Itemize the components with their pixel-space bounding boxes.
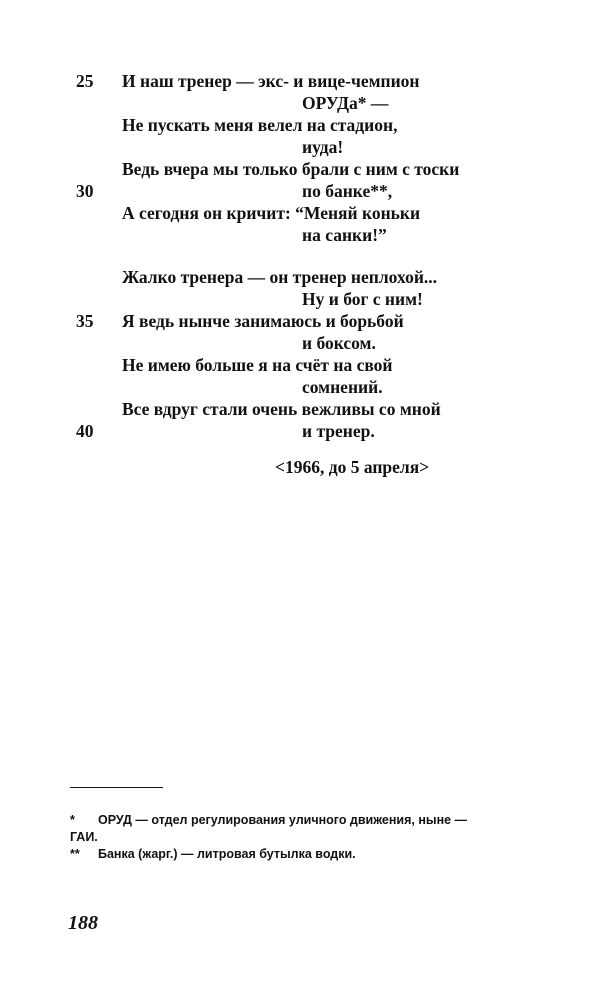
poem-line: иуда! bbox=[302, 137, 344, 157]
poem-line: по банке**, bbox=[302, 181, 393, 201]
footnote-separator bbox=[70, 787, 163, 788]
footnote-2 bbox=[70, 846, 356, 862]
footnote-1 bbox=[70, 812, 467, 828]
poem-line: Ведь вчера мы только брали с ним с тоски bbox=[122, 159, 460, 179]
footnote-mark: * bbox=[70, 813, 75, 827]
line-number: 40 bbox=[76, 421, 94, 441]
poem-date: <1966, до 5 апреля> bbox=[275, 457, 430, 477]
poem-line: Не пускать меня велел на стадион, bbox=[122, 115, 398, 135]
line-number: 30 bbox=[76, 181, 94, 201]
page-number: 188 bbox=[68, 912, 98, 934]
footnote-text: Банка (жарг.) — литровая бутылка водки. bbox=[98, 847, 356, 861]
poem-line: А сегодня он кричит: “Меняй коньки bbox=[122, 203, 421, 223]
line-number: 35 bbox=[76, 311, 94, 331]
poem-line: Все вдруг стали очень вежливы со мной bbox=[122, 399, 441, 419]
poem-line: сомнений. bbox=[302, 377, 383, 397]
footnote-1-continuation: ГАИ. bbox=[70, 830, 98, 844]
poem-line: Ну и бог с ним! bbox=[302, 289, 423, 309]
poem-line: ОРУДа* — bbox=[302, 93, 389, 113]
poem-line: и тренер. bbox=[302, 421, 375, 441]
poem-line: на санки!” bbox=[302, 225, 387, 245]
footnote-mark: ** bbox=[70, 847, 80, 861]
footnote-text: ОРУД — отдел регулирования уличного движения, ныне — bbox=[98, 813, 468, 827]
poem-line: и боксом. bbox=[302, 333, 376, 353]
poem-line: Жалко тренера — он тренер неплохой... bbox=[122, 267, 438, 287]
poem-line: Я ведь нынче занимаюсь и борьбой bbox=[122, 311, 404, 331]
poem-line: И наш тренер — экс- и вице-чемпион bbox=[122, 71, 420, 91]
line-number: 25 bbox=[76, 71, 94, 91]
poem-line: Не имею больше я на счёт на свой bbox=[122, 355, 393, 375]
